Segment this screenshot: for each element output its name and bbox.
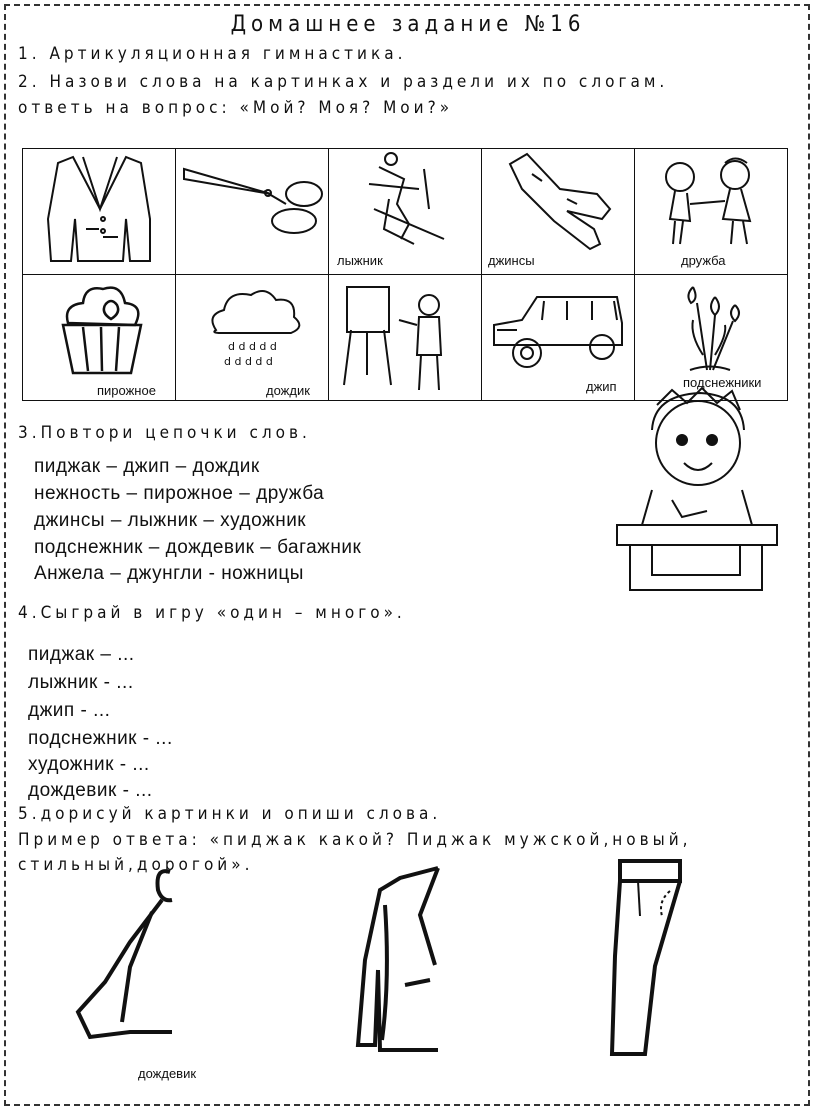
- picture-label-jeans: джинсы: [488, 253, 535, 268]
- picture-label-cake: пирожное: [97, 383, 156, 398]
- task-4-heading: 4.Сыграй в игру «один – много».: [18, 603, 406, 623]
- task-5-example-line-2: стильный,дорогой».: [18, 855, 254, 875]
- picture-label-skier: лыжник: [337, 253, 383, 268]
- picture-jeans: [482, 149, 635, 275]
- one-many-item-1: пиджак – ...: [28, 644, 135, 665]
- picture-label-snowdrops: подснежники: [683, 375, 762, 390]
- jacket-icon: [23, 149, 175, 274]
- task-2-line-1: 2. Назови слова на картинках и раздели их по слогам.: [18, 72, 669, 92]
- scissors-icon: [176, 149, 328, 274]
- one-many-item-3: джип - ...: [28, 700, 111, 721]
- chain-2: нежность – пирожное – дружба: [34, 483, 325, 504]
- picture-label-jeep: джип: [586, 379, 617, 394]
- svg-text:d d d d d: d d d d d: [228, 340, 277, 353]
- one-many-item-4: подснежник - ...: [28, 728, 173, 749]
- picture-label-friendship: дружба: [681, 253, 726, 268]
- chain-4: подснежник – дождевик – багажник: [34, 537, 362, 558]
- drawing-label-raincoat: дождевик: [138, 1066, 197, 1081]
- picture-jeep: [482, 275, 635, 401]
- jacket-half-drawing: [350, 860, 450, 1060]
- picture-grid: [22, 148, 788, 401]
- chain-5: Анжела – джунгли - ножницы: [34, 563, 304, 584]
- picture-skier: [329, 149, 482, 275]
- cupcake-icon: [23, 275, 175, 400]
- task-1: 1. Артикуляционная гимнастика.: [18, 44, 407, 64]
- page-title: Домашнее задание №16: [230, 12, 586, 37]
- svg-text:d d d d d: d d d d d: [224, 355, 273, 368]
- picture-scissors: [176, 149, 329, 275]
- picture-snowdrops: [635, 275, 788, 401]
- schoolboy-illustration: [612, 385, 784, 595]
- one-many-item-6: дождевик - ...: [28, 780, 153, 801]
- picture-friendship: [635, 149, 788, 275]
- one-many-item-5: художник - ...: [28, 754, 150, 775]
- task-5-heading: 5.дорисуй картинки и опиши слова.: [18, 804, 442, 824]
- picture-jacket: [23, 149, 176, 275]
- chain-1: пиджак – джип – дождик: [34, 456, 260, 477]
- raincoat-half-drawing: [70, 862, 180, 1062]
- picture-label-rain: дождик: [266, 383, 310, 398]
- task-5-example-line-1: Пример ответа: «пиджак какой? Пиджак мужской,новый,: [18, 830, 692, 850]
- one-many-item-2: лыжник - ...: [28, 672, 134, 693]
- picture-rain: [176, 275, 329, 401]
- rain-cloud-icon: [176, 275, 328, 400]
- picture-artist: [329, 275, 482, 401]
- task-2-line-2: ответь на вопрос: «Мой? Моя? Мои?»: [18, 98, 454, 118]
- picture-cupcake: [23, 275, 176, 401]
- artist-icon: [329, 275, 481, 400]
- chain-3: джинсы – лыжник – художник: [34, 510, 307, 531]
- task-3-heading: 3.Повтори цепочки слов.: [18, 423, 311, 443]
- trousers-half-drawing: [600, 856, 690, 1061]
